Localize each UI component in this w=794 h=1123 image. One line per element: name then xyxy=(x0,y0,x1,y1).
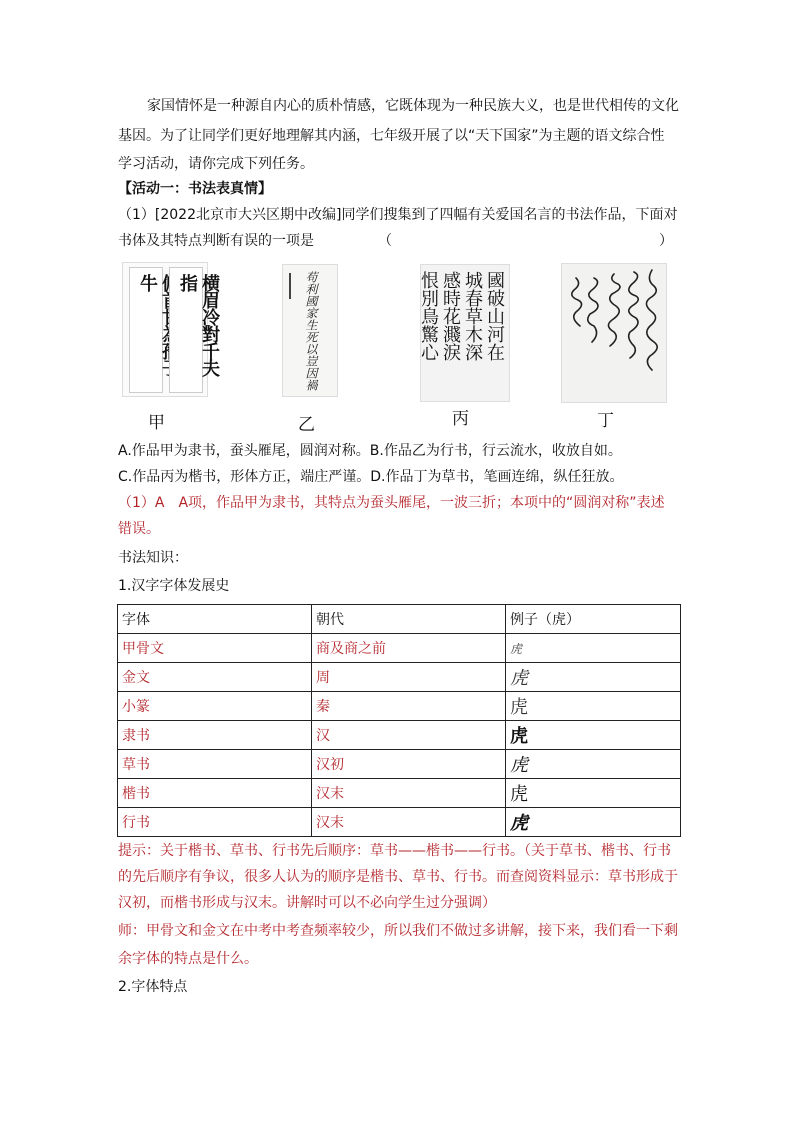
table-cell-font: 行书 xyxy=(118,808,312,837)
caption-ding: 丁 xyxy=(597,411,614,431)
answer-paren-open: （ xyxy=(378,233,392,249)
table-row xyxy=(118,779,681,808)
artwork-ding-strokes xyxy=(562,264,666,402)
artwork-jia-right-scroll xyxy=(169,267,220,393)
knowledge-heading: 书法知识： xyxy=(118,550,188,566)
table-header-row xyxy=(118,605,681,634)
knowledge-sub-1: 1.汉字字体发展史 xyxy=(118,578,230,594)
intro-line-3: 学习活动，请你完成下列任务。 xyxy=(118,156,314,172)
answer-line-1: （1）A A项，作品甲为隶书，其特点为蚕头雁尾，一波三折；本项中的“圆润对称”表述 xyxy=(118,495,665,511)
table-header-example: 例子（虎） xyxy=(506,605,681,634)
options-line-2: C.作品丙为楷书，形体方正，端庄严谨。D.作品丁为草书，笔画连绵，纵任狂放。 xyxy=(118,469,624,485)
table-row xyxy=(118,634,681,663)
table-cell-font: 隶书 xyxy=(118,721,312,750)
font-history-table xyxy=(117,604,681,837)
artwork-jia-right-text: 横眉冷對千夫指 xyxy=(177,274,220,376)
table-cell-example xyxy=(506,721,681,750)
artwork-jia-left-scroll xyxy=(129,267,163,393)
artwork-bing-row-2: 城春草木深 xyxy=(462,271,483,361)
artwork-bing-row-3: 感時花濺淚 xyxy=(440,271,461,361)
table-row xyxy=(118,692,681,721)
tiger-glyph-oracle: 虎 xyxy=(510,641,523,656)
artwork-bing-row-4: 恨別鳥驚心 xyxy=(418,271,439,361)
table-cell-dynasty: 汉末 xyxy=(312,779,506,808)
tiger-glyph-clerical: 虎 xyxy=(510,726,528,747)
table-row xyxy=(118,808,681,837)
options-line-1: A.作品甲为隶书，蚕头雁尾，圆润对称。B.作品乙为行书，行云流水，收放自如。 xyxy=(118,443,622,459)
tiger-glyph-regular: 虎 xyxy=(510,784,528,805)
table-cell-example xyxy=(506,779,681,808)
knowledge-sub-2: 2.字体特点 xyxy=(118,979,188,995)
table-cell-font: 草书 xyxy=(118,750,312,779)
caption-yi: 乙 xyxy=(298,415,315,435)
caption-jia: 甲 xyxy=(148,413,165,433)
artwork-yi-text: 苟利國家生死以豈因禍 xyxy=(304,271,318,391)
table-cell-dynasty: 周 xyxy=(312,663,506,692)
artwork-bing xyxy=(420,264,510,402)
intro-line-1: 家国情怀是一种源自内心的质朴情感，它既体现为一种民族大义，也是世代相传的文化 xyxy=(147,98,679,114)
table-cell-example xyxy=(506,750,681,779)
artwork-jia xyxy=(122,262,220,397)
tiger-glyph-bronze: 虎 xyxy=(510,668,528,689)
table-cell-example xyxy=(506,634,681,663)
question-line-1: （1）[2022北京市大兴区期中改编]同学们搜集到了四幅有关爱国名言的书法作品，下面对 xyxy=(118,207,678,223)
table-row xyxy=(118,750,681,779)
question-line-2: 书体及其特点判断有误的一项是 xyxy=(118,233,314,249)
table-cell-dynasty: 商及商之前 xyxy=(312,634,506,663)
table-row xyxy=(118,663,681,692)
caption-bing: 丙 xyxy=(452,409,469,429)
table-cell-example xyxy=(506,808,681,837)
table-cell-example xyxy=(506,663,681,692)
tip-line-1: 提示：关于楷书、草书、行书先后顺序：草书——楷书——行书。（关于草书、楷书、行书 xyxy=(118,843,671,859)
table-cell-dynasty: 汉末 xyxy=(312,808,506,837)
table-cell-dynasty: 汉 xyxy=(312,721,506,750)
tip-line-2: 的先后顺序有争议，很多人认为的顺序是楷书、草书、行书。而查阅资料显示：草书形成于 xyxy=(118,869,678,885)
table-cell-font: 甲骨文 xyxy=(118,634,312,663)
artwork-yi-seal xyxy=(289,273,301,299)
intro-line-2: 基因。为了让同学们更好地理解其内涵，七年级开展了以“天下国家”为主题的语文综合性 xyxy=(118,128,665,144)
table-cell-example xyxy=(506,692,681,721)
artwork-jia-left-text: 牛 xyxy=(137,274,158,291)
table-header-dynasty: 朝代 xyxy=(312,605,506,634)
teacher-line-1: 师：甲骨文和金文在中考中考查频率较少，所以我们不做过多讲解，接下来，我们看一下剩 xyxy=(118,923,678,939)
table-cell-font: 楷书 xyxy=(118,779,312,808)
tiger-glyph-cursive: 虎 xyxy=(510,755,528,776)
tiger-glyph-running: 虎 xyxy=(510,813,528,834)
table-header-font: 字体 xyxy=(118,605,312,634)
artwork-yi xyxy=(282,264,338,397)
table-row xyxy=(118,721,681,750)
table-cell-dynasty: 汉初 xyxy=(312,750,506,779)
tiger-glyph-seal: 虎 xyxy=(510,697,528,718)
table-cell-font: 小篆 xyxy=(118,692,312,721)
table-cell-font: 金文 xyxy=(118,663,312,692)
artwork-bing-row-1: 國破山河在 xyxy=(484,271,505,361)
tip-line-3: 汉初，而楷书形成与汉末。讲解时可以不必向学生过分强调） xyxy=(118,895,496,911)
artwork-ding xyxy=(561,263,667,403)
table-cell-dynasty: 秦 xyxy=(312,692,506,721)
activity-title: 【活动一：书法表真情】 xyxy=(118,181,272,197)
teacher-line-2: 余字体的特点是什么。 xyxy=(118,951,258,967)
answer-line-2: 错误。 xyxy=(118,521,160,537)
answer-paren-close: ） xyxy=(659,233,673,249)
